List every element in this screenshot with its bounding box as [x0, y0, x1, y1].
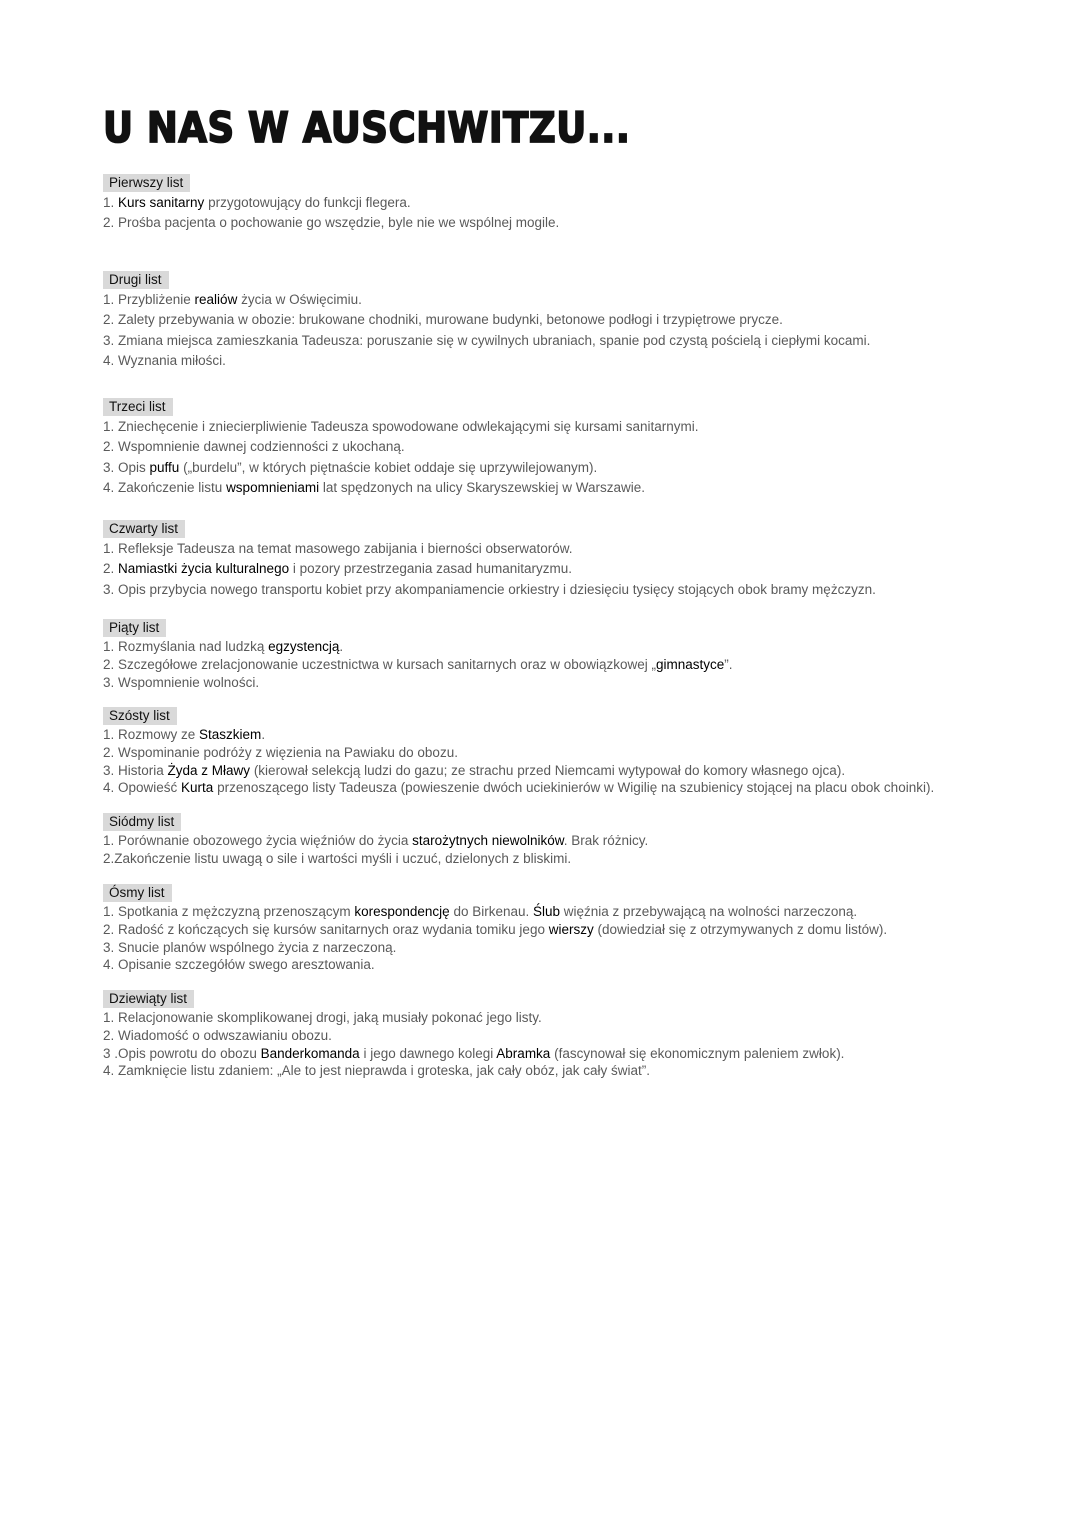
- key-term: Namiastki życia kulturalnego: [118, 561, 290, 577]
- list-item: [103, 638, 1003, 656]
- list-item-text: 3. Historia: [103, 762, 168, 778]
- list-item-text: 4. Opowieść: [103, 780, 182, 796]
- section-heading: Drugi list: [103, 271, 169, 289]
- section-9: [103, 990, 1003, 1080]
- section-items: [103, 638, 1003, 691]
- list-item-text: 2.Zakończenie listu uwagą o sile i wartości myśli i uczuć, dzielonych z bliskimi.: [103, 850, 572, 866]
- list-item-text: lat spędzonych na ulicy Skaryszewskiej w Warszawie.: [319, 479, 645, 495]
- section-heading: Czwarty list: [103, 520, 185, 538]
- list-item: [103, 656, 1003, 674]
- list-item: [103, 850, 1003, 868]
- section-6: [103, 707, 1003, 797]
- key-term: egzystencją: [268, 639, 340, 654]
- list-item-text: 1. Zniechęcenie i zniecierpliwienie Tadeusza spowodowane odwlekającymi się kursami sanitarnymi.: [103, 419, 699, 434]
- list-item: [103, 921, 1003, 939]
- list-item-text: 2. Wspominanie podróży z więzienia na Pawiaku do obozu.: [103, 744, 458, 760]
- list-item-text: .: [261, 727, 266, 742]
- list-item: [103, 290, 1003, 310]
- list-item-text: 2. Wspomnienie dawnej codzienności z ukochaną.: [103, 439, 405, 455]
- list-item-text: przygotowujący do funkcji flegera.: [204, 195, 411, 210]
- list-item-text: 1. Spotkania z mężczyzną przenoszącym: [103, 904, 355, 919]
- section-items: [103, 417, 1003, 498]
- list-item-text: 2. Prośba pacjenta o pochowanie go wszędzie, byle nie we wspólnej mogile.: [103, 215, 560, 231]
- list-item-text: 1. Porównanie obozowego życia więźniów do życia: [103, 833, 413, 848]
- section-heading: Trzeci list: [103, 398, 173, 416]
- list-item: [103, 939, 1003, 957]
- list-item: [103, 956, 1003, 974]
- list-item-text: 3. Zmiana miejsca zamieszkania Tadeusza: poruszanie się w cywilnych ubraniach, spanie pod czystą pościelą i ciepłymi kocami.: [103, 332, 871, 348]
- section-3: [103, 398, 1003, 498]
- list-item-text: 1. Refleksje Tadeusza na temat masowego zabijania i bierności obserwatorów.: [103, 541, 573, 556]
- list-item: [103, 478, 1003, 498]
- section-heading: Pierwszy list: [103, 174, 190, 192]
- section-items: [103, 832, 1003, 868]
- list-item: [103, 310, 1003, 330]
- list-item: [103, 580, 1003, 600]
- list-item-text: („burdelu”, w których piętnaście kobiet oddaje się uprzywilejowanym).: [179, 459, 598, 475]
- list-item: [103, 559, 1003, 579]
- key-term: wierszy: [548, 921, 594, 937]
- list-item: [103, 762, 1003, 780]
- list-item: [103, 726, 1003, 744]
- list-item-text: 3 .Opis powrotu do obozu: [103, 1045, 261, 1061]
- list-item: [103, 779, 1003, 797]
- key-term: Abramka: [496, 1045, 551, 1061]
- list-item-text: ”.: [724, 656, 733, 672]
- list-item-text: 1.: [103, 195, 119, 210]
- list-item: [103, 1045, 1003, 1063]
- list-item-text: 2. Szczegółowe zrelacjonowanie uczestnictwa w kursach sanitarnych oraz w obowiązkowej „: [103, 656, 657, 672]
- list-item-text: 2. Radość z kończących się kursów sanitarnych oraz wydania tomiku jego: [103, 921, 549, 937]
- list-item: [103, 1009, 1003, 1027]
- key-term: wspomnieniami: [226, 479, 320, 495]
- section-1: [103, 174, 1003, 234]
- list-item-text: (dowiedział się z otrzymywanych z domu listów).: [593, 921, 888, 937]
- key-term: starożytnych niewolników: [412, 833, 564, 848]
- section-items: [103, 1009, 1003, 1080]
- section-heading: Piąty list: [103, 619, 166, 637]
- section-4: [103, 520, 1003, 600]
- list-item-text: do Birkenau.: [449, 904, 533, 919]
- section-5: [103, 619, 1003, 691]
- list-item: [103, 832, 1003, 850]
- list-item: [103, 903, 1003, 921]
- key-term: puffu: [149, 459, 180, 475]
- list-item: [103, 417, 1003, 437]
- list-item-text: 4. Zakończenie listu: [103, 479, 227, 495]
- list-item: [103, 331, 1003, 351]
- list-item-text: 1. Rozmowy ze: [103, 727, 200, 742]
- list-item-text: 1. Relacjonowanie skomplikowanej drogi, jaką musiały pokonać jego listy.: [103, 1010, 542, 1025]
- list-item: [103, 674, 1003, 692]
- section-items: [103, 539, 1003, 600]
- list-item-text: 4. Zamknięcie listu zdaniem: „Ale to jest nieprawda i groteska, jak cały obóz, jak cały świat”.: [103, 1063, 650, 1079]
- list-item: [103, 351, 1003, 371]
- list-item-text: i pozory przestrzegania zasad humanitaryzmu.: [289, 561, 572, 577]
- list-item-text: i jego dawnego kolegi: [359, 1045, 497, 1061]
- list-item: [103, 193, 1003, 213]
- list-item: [103, 458, 1003, 478]
- list-item: [103, 213, 1003, 233]
- key-term: Żyda z Mławy: [167, 762, 251, 778]
- list-item-text: .: [339, 639, 344, 654]
- page-title: U NAS W AUSCHWITZU...: [103, 104, 631, 153]
- section-heading: Ósmy list: [103, 884, 172, 902]
- list-item-text: 4. Opisanie szczegółów swego aresztowania.: [103, 957, 375, 973]
- section-2: [103, 271, 1003, 371]
- key-term: Kurta: [181, 780, 214, 796]
- list-item-text: . Brak różnicy.: [563, 833, 649, 848]
- list-item-text: przenoszącego listy Tadeusza (powieszenie dwóch uciekinierów w Wigilię na szubienicy stojącej na placu obok choinki).: [213, 780, 935, 796]
- section-items: [103, 726, 1003, 797]
- list-item: [103, 1027, 1003, 1045]
- section-heading: Szósty list: [103, 707, 177, 725]
- list-item-text: (kierował selekcją ludzi do gazu; ze strachu przed Niemcami wytypował do komory własnego ojca).: [250, 762, 846, 778]
- list-item: [103, 744, 1003, 762]
- section-8: [103, 884, 1003, 974]
- list-item-text: 3. Opis: [103, 459, 150, 475]
- list-item: [103, 437, 1003, 457]
- key-term: korespondencję: [354, 904, 450, 919]
- list-item-text: 3. Wspomnienie wolności.: [103, 674, 260, 690]
- key-term: gimnastyce: [656, 656, 725, 672]
- list-item-text: 3. Opis przybycia nowego transportu kobiet przy akompaniamencie orkiestry i dziesięciu tysięcy stojących obok bramy mężczyzn.: [103, 581, 876, 597]
- key-term: Ślub: [533, 904, 561, 919]
- list-item-text: (fascynował się ekonomicznym paleniem zwłok).: [550, 1045, 845, 1061]
- key-term: Staszkiem: [199, 727, 262, 742]
- list-item-text: życia w Oświęcimiu.: [237, 292, 362, 307]
- section-heading: Dziewiąty list: [103, 990, 194, 1008]
- list-item: [103, 1062, 1003, 1080]
- list-item-text: więźnia z przebywającą na wolności narzeczoną.: [560, 904, 858, 919]
- key-term: Banderkomanda: [260, 1045, 360, 1061]
- list-item-text: 2. Zalety przebywania w obozie: brukowane chodniki, murowane budynki, betonowe podłogi i trzypiętrowe prycze.: [103, 312, 783, 328]
- list-item-text: 1. Przybliżenie: [103, 292, 195, 307]
- list-item-text: 4. Wyznania miłości.: [103, 352, 226, 368]
- section-items: [103, 193, 1003, 234]
- list-item: [103, 539, 1003, 559]
- list-item-text: 1. Rozmyślania nad ludzką: [103, 639, 269, 654]
- section-heading: Siódmy list: [103, 813, 181, 831]
- section-items: [103, 903, 1003, 974]
- key-term: realiów: [194, 292, 238, 307]
- list-item-text: 3. Snucie planów wspólnego życia z narzeczoną.: [103, 939, 397, 955]
- section-items: [103, 290, 1003, 371]
- list-item-text: 2. Wiadomość o odwszawianiu obozu.: [103, 1027, 332, 1043]
- list-item-text: 2.: [103, 561, 119, 577]
- key-term: Kurs sanitarny: [118, 195, 205, 210]
- section-7: [103, 813, 1003, 868]
